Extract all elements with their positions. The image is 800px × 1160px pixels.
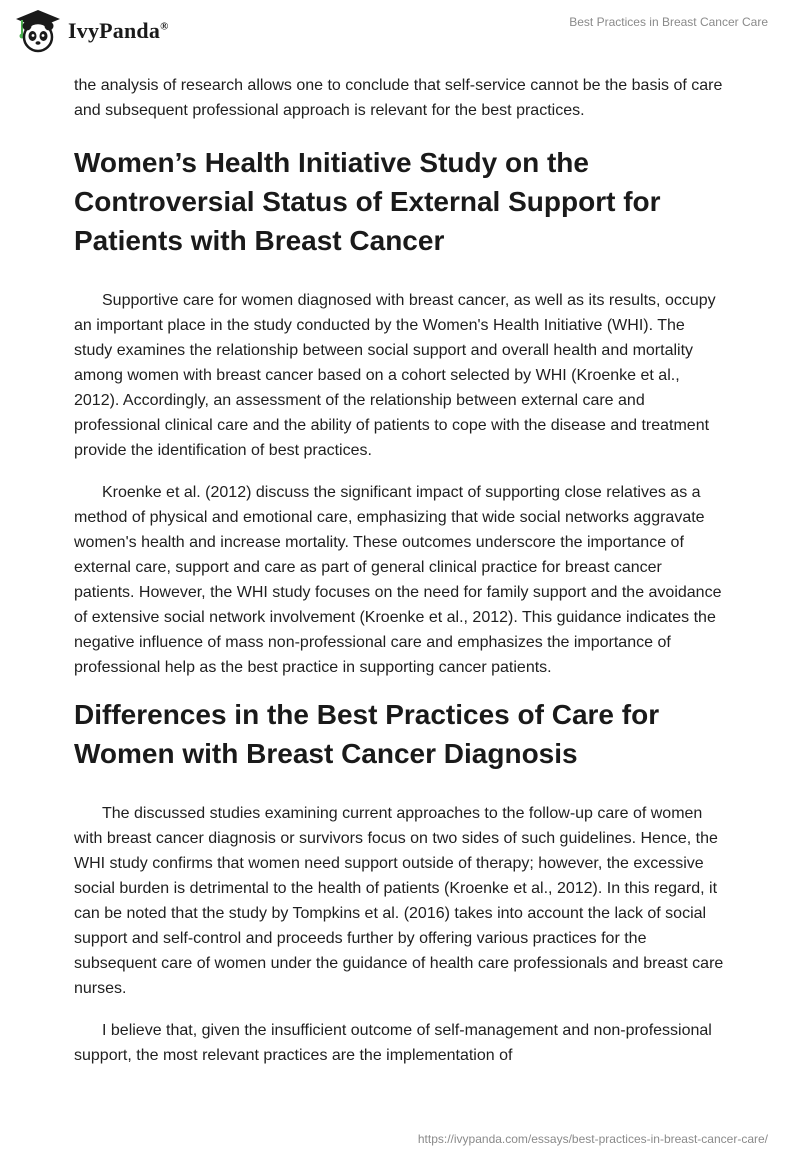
panda-graduate-icon	[14, 8, 62, 54]
paragraph-i-believe: I believe that, given the insufficient outcome of self-management and non-professional support, the most relevant practices are the implementation of	[74, 1022, 712, 1064]
paragraph-supportive-care: Supportive care for women diagnosed with breast cancer, as well as its results, occupy an important place in the study conducted by the Women's Health Initiative (WHI). The study examines the relationship between social support and overall health and mortality among women with breast cancer based on a cohort selected by WHI (Kroenke et al., 2012). Accordingly, an assessment of the relationship between external care and professional clinical care and the ability of patients to cope with the disease and treatment provide the identification of best practices.	[74, 292, 716, 459]
brand-name: IvyPanda®	[68, 18, 169, 43]
paragraph-discussed-studies: The discussed studies examining current approaches to the follow-up care of women with breast cancer diagnosis or survivors focus on two sides of such guidelines. Hence, the WHI study confirms that women need support outside of therapy; however, the excessive social burden is detrimental to the health of patients (Kroenke et al., 2012). In this regard, it can be noted that the study by Tompkins et al. (2016) takes into account the lack of social support and self-control and proceeds further by offering various practices for the subsequent care of women under the guidance of health care professionals and breast care nurses.	[74, 805, 724, 997]
source-url[interactable]: https://ivypanda.com/essays/best-practices-in-breast-cancer-care/	[417, 1132, 768, 1146]
paragraph-continued: the analysis of research allows one to conclude that self-service cannot be the basis of care and subsequent professional approach is relevant for the best practices.	[74, 77, 723, 119]
page-header	[0, 0, 800, 70]
ivypanda-logo[interactable]	[14, 8, 169, 54]
section-heading-differences: Differences in the Best Practices of Care for Women with Breast Cancer Diagnosis	[74, 699, 660, 769]
essay-content	[74, 70, 724, 1068]
section-heading-whi-study: Women’s Health Initiative Study on the Controversial Status of External Support for Patients with Breast Cancer	[74, 147, 661, 256]
paragraph-kroenke: Kroenke et al. (2012) discuss the significant impact of supporting close relatives as a method of physical and emotional care, emphasizing that wide social networks aggravate women's health and increase mortality. These outcomes underscore the importance of external care, support and care as part of general clinical practice for breast cancer patients. However, the WHI study focuses on the need for family support and the avoidance of extensive social network involvement (Kroenke et al., 2012). This guidance indicates the negative influence of mass non-professional care and emphasizes the importance of professional help as the best practice in supporting cancer patients.	[74, 484, 722, 676]
document-title: Best Practices in Breast Cancer Care	[569, 15, 768, 29]
